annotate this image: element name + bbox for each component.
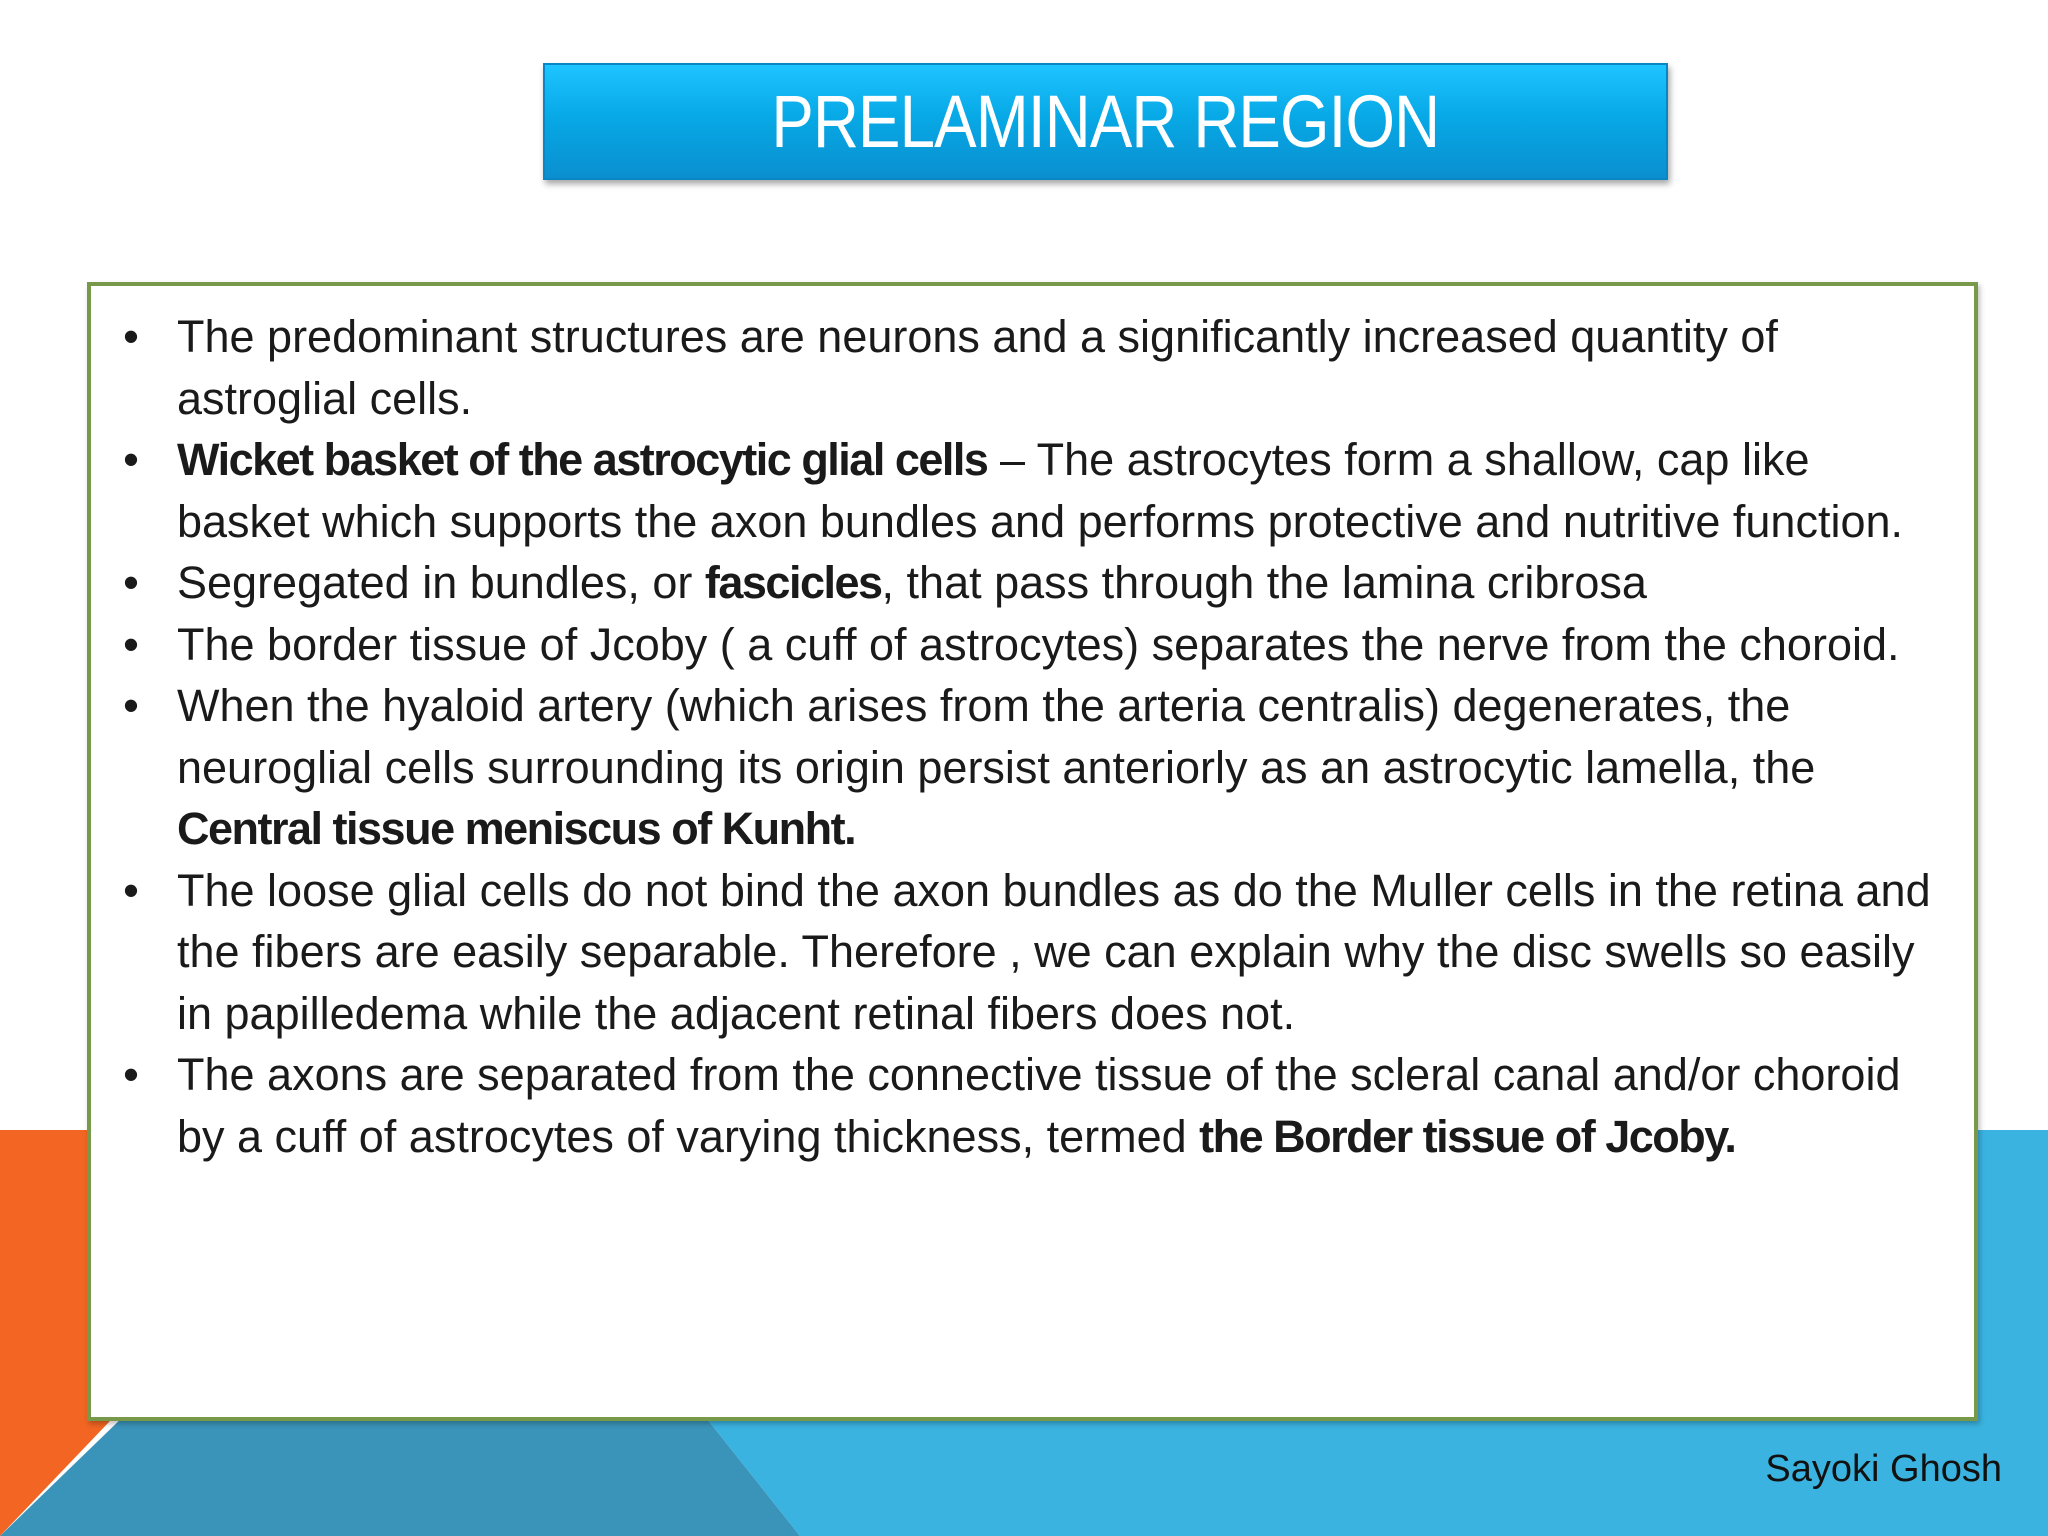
bullet-item-5 bbox=[91, 675, 1954, 860]
bullet-dot: • bbox=[123, 434, 139, 485]
bullet-text: Segregated in bundles, or bbox=[177, 557, 705, 608]
bullet-item-3 bbox=[91, 552, 1954, 614]
bullet-item-2 bbox=[91, 429, 1954, 552]
bullet-dot: • bbox=[123, 1049, 139, 1100]
author-credit: Sayoki Ghosh bbox=[1765, 1448, 2002, 1490]
bullet-text: The border tissue of Jcoby ( a cuff of astrocytes) separates the nerve from the choroid. bbox=[177, 618, 1900, 670]
bullet-item-7 bbox=[91, 1044, 1954, 1167]
bullet-dot: • bbox=[123, 311, 139, 362]
slide-title: PRELAMINAR REGION bbox=[771, 79, 1440, 163]
bullet-text: The predominant structures are neurons and a significantly increased quantity of astroglial cells. bbox=[177, 311, 1778, 424]
bullet-bold-term: Wicket basket of the astrocytic glial cells bbox=[177, 434, 988, 485]
bullet-text: The axons are separated from the connective tissue of the scleral canal and/or choroid by a cuff of astrocytes of varying thickness, termed bbox=[177, 1049, 1901, 1162]
bullet-bold-term: fascicles bbox=[704, 557, 882, 608]
bullet-text-after: , that pass through the lamina cribrosa bbox=[881, 557, 1647, 608]
bullet-bold-term: Central tissue meniscus of Kunht. bbox=[177, 803, 856, 854]
content-box bbox=[87, 282, 1978, 1421]
bullet-item-4 bbox=[91, 614, 1954, 676]
bullet-list bbox=[91, 286, 1974, 1167]
title-banner bbox=[543, 63, 1668, 180]
bullet-bold-term: the Border tissue of Jcoby. bbox=[1199, 1110, 1736, 1162]
bullet-dot: • bbox=[123, 864, 139, 916]
bullet-dot: • bbox=[123, 680, 139, 731]
bullet-text: – The astrocytes form a shallow, cap like basket which supports the axon bundles and performs protective and nutritive function. bbox=[177, 434, 1903, 547]
bullet-text: The loose glial cells do not bind the axon bundles as do the Muller cells in the retina and the fibers are easily separable. Therefore , we can explain why the disc swells so easily in papilledema while the adjacent retinal fibers does not. bbox=[177, 864, 1931, 1039]
bullet-dot: • bbox=[123, 618, 139, 670]
bullet-item-1 bbox=[91, 306, 1954, 429]
bullet-item-6 bbox=[91, 860, 1954, 1045]
bullet-text: When the hyaloid artery (which arises from the arteria centralis) degenerates, the neuroglial cells surrounding its origin persist anteriorly as an astrocytic lamella, the bbox=[177, 680, 1816, 793]
dark-blue-accent-shape bbox=[0, 1410, 800, 1536]
bullet-dot: • bbox=[123, 557, 139, 608]
